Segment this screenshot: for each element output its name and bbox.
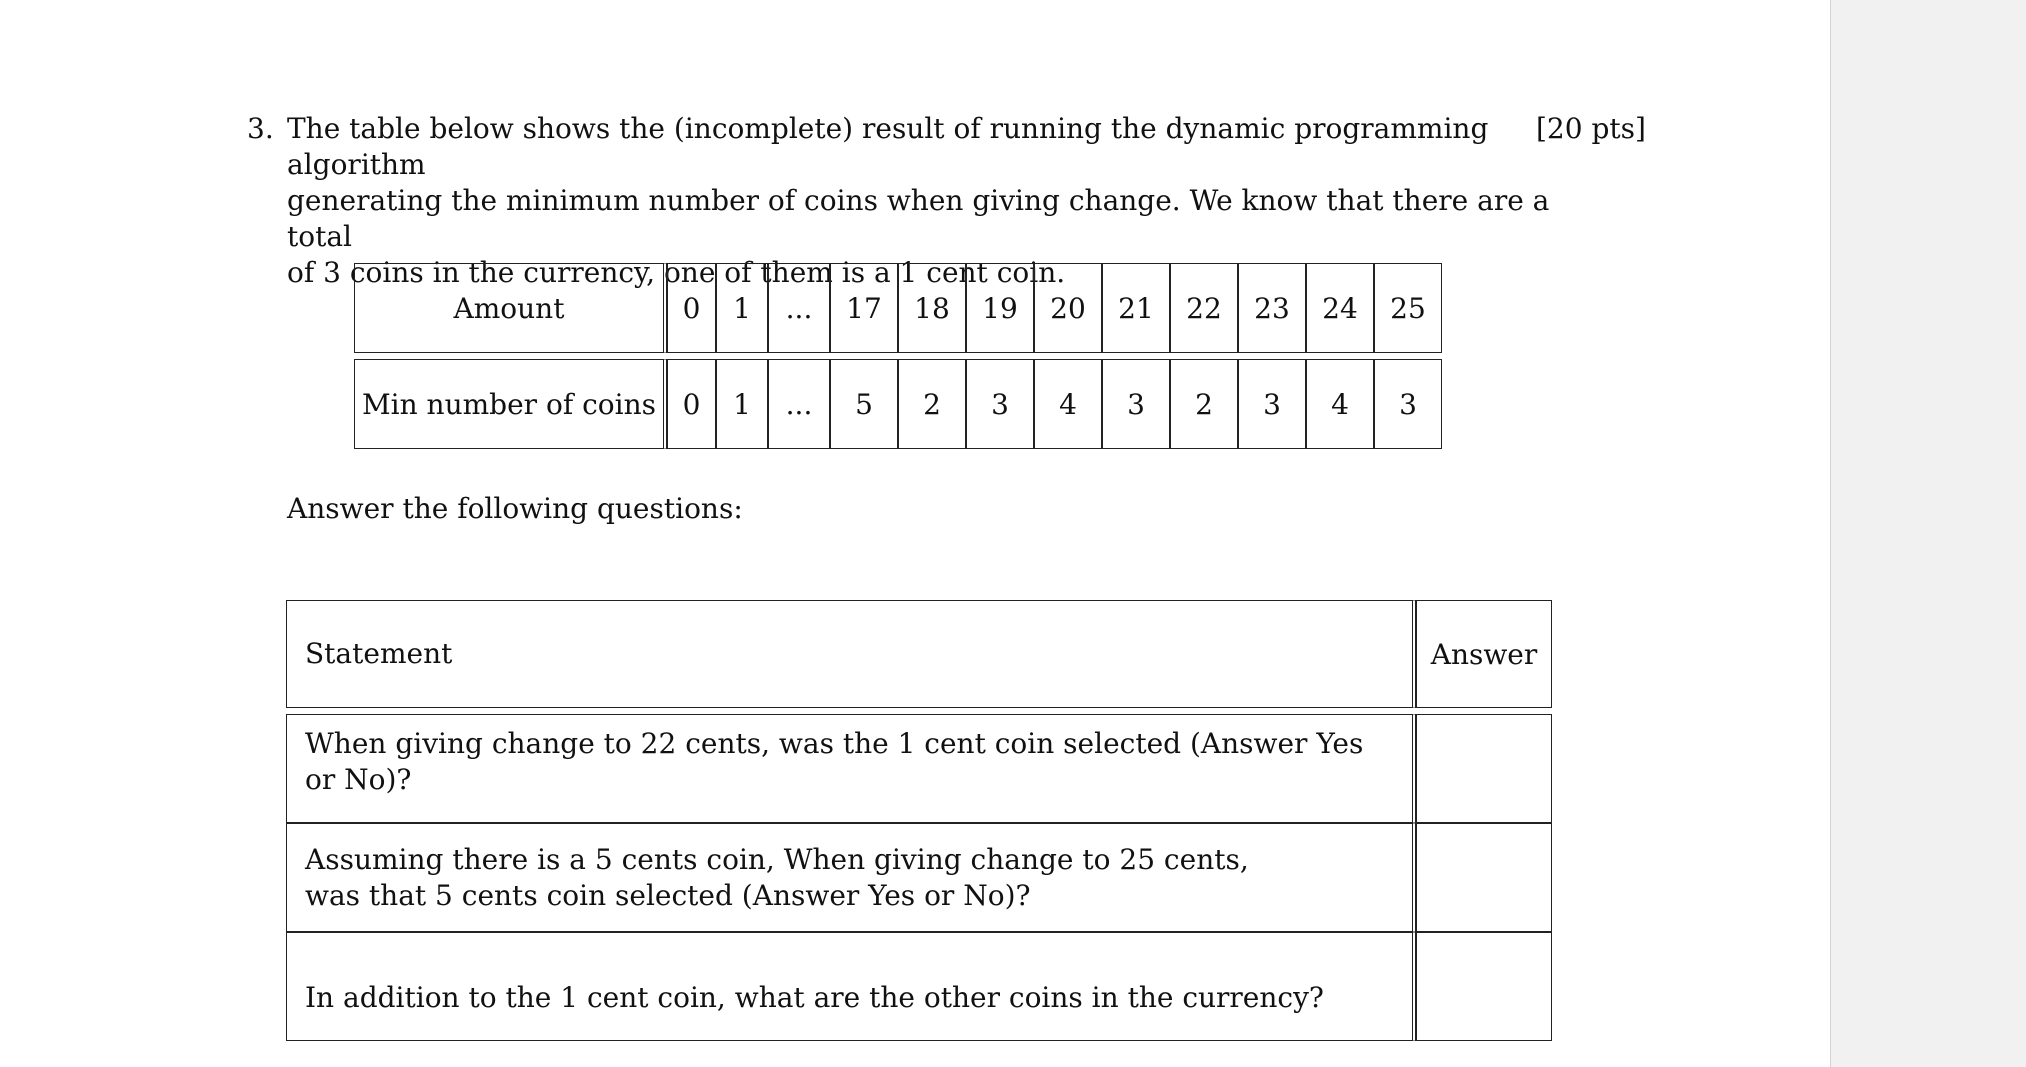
answer-cell[interactable] bbox=[1416, 823, 1552, 932]
min-coins-cell: 1 bbox=[716, 359, 768, 449]
min-coins-cell: 3 bbox=[966, 359, 1034, 449]
dp-result-table bbox=[354, 263, 1442, 449]
min-coins-cell: 4 bbox=[1034, 359, 1102, 449]
amount-cell: 17 bbox=[830, 263, 898, 353]
question-row bbox=[286, 714, 1552, 823]
viewer-side-panel bbox=[1831, 0, 2026, 1067]
question-statement: Assuming there is a 5 cents coin, When giving change to 25 cents, was that 5 cents coin selected (Answer Yes or No)? bbox=[286, 823, 1416, 932]
question-row bbox=[286, 823, 1552, 932]
min-coins-cell: 3 bbox=[1102, 359, 1170, 449]
min-coins-cell: 2 bbox=[898, 359, 966, 449]
amount-cell: 21 bbox=[1102, 263, 1170, 353]
min-coins-cell: 5 bbox=[830, 359, 898, 449]
question-header-row bbox=[286, 600, 1552, 708]
min-coins-cell: 4 bbox=[1306, 359, 1374, 449]
answer-cell[interactable] bbox=[1416, 932, 1552, 1041]
answer-instruction: Answer the following questions: bbox=[287, 492, 743, 525]
problem-text: The table below shows the (incomplete) result of running the dynamic programming algorithm generating the minimum number of coins when giving change. We know that there are a total of 3 coins in the currency, one of them is a 1 cent coin. bbox=[287, 112, 1550, 289]
min-coins-cell: 2 bbox=[1170, 359, 1238, 449]
question-row bbox=[286, 932, 1552, 1041]
problem-number: 3. bbox=[247, 112, 274, 145]
amount-cell: 22 bbox=[1170, 263, 1238, 353]
points-label: [20 pts] bbox=[1536, 112, 1646, 145]
min-coins-row bbox=[354, 359, 1442, 449]
amount-cell: 25 bbox=[1374, 263, 1442, 353]
min-coins-cell: 3 bbox=[1374, 359, 1442, 449]
min-coins-label: Min number of coins bbox=[354, 359, 667, 449]
min-coins-cell: 3 bbox=[1238, 359, 1306, 449]
answer-cell[interactable] bbox=[1416, 714, 1552, 823]
question-statement: When giving change to 22 cents, was the 1 cent coin selected (Answer Yes or No)? bbox=[286, 714, 1416, 823]
question-statement: In addition to the 1 cent coin, what are the other coins in the currency? bbox=[286, 932, 1416, 1041]
amount-cell: 19 bbox=[966, 263, 1034, 353]
amount-row bbox=[354, 263, 1442, 353]
amount-cell: 18 bbox=[898, 263, 966, 353]
amount-cell: 0 bbox=[667, 263, 716, 353]
amount-label: Amount bbox=[354, 263, 667, 353]
question-table bbox=[286, 600, 1552, 1041]
statement-header: Statement bbox=[286, 600, 1416, 708]
amount-cell: 24 bbox=[1306, 263, 1374, 353]
amount-cell: 20 bbox=[1034, 263, 1102, 353]
amount-cell: 23 bbox=[1238, 263, 1306, 353]
answer-header: Answer bbox=[1416, 600, 1552, 708]
amount-ellipsis: ... bbox=[768, 263, 830, 353]
min-coins-ellipsis: ... bbox=[768, 359, 830, 449]
min-coins-cell: 0 bbox=[667, 359, 716, 449]
amount-cell: 1 bbox=[716, 263, 768, 353]
